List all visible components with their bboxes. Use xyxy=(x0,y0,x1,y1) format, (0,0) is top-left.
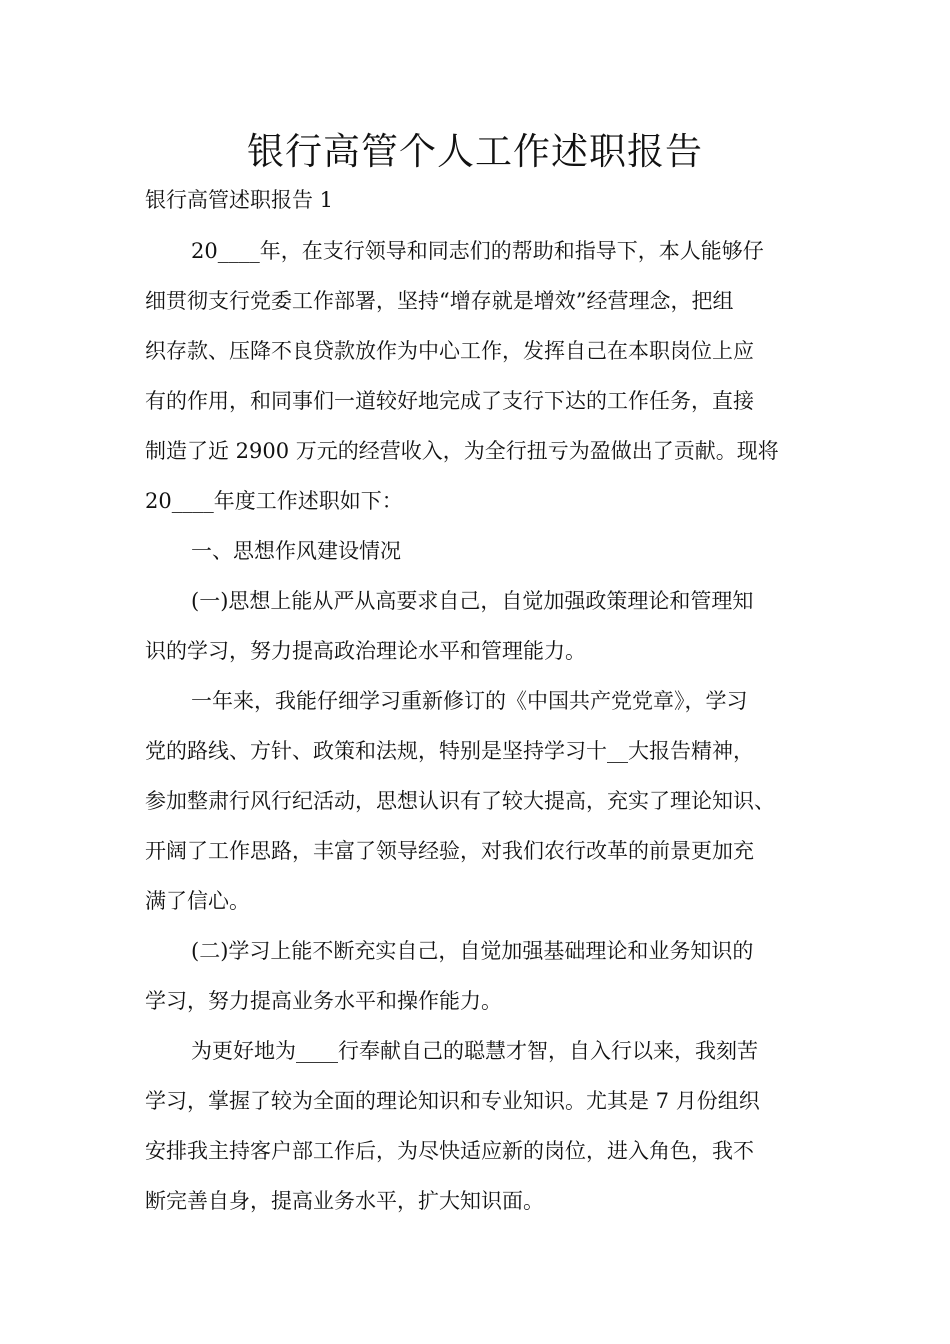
text-line: 安排我主持客户部工作后，为尽快适应新的岗位，进入角色，我不 xyxy=(145,1139,754,1163)
text-line: 织存款、压降不良贷款放作为中心工作，发挥自己在本职岗位上应 xyxy=(145,339,754,363)
document-title: 银行高管个人工作述职报告 xyxy=(247,130,703,173)
text-line: 20____年度工作述职如下： xyxy=(145,489,403,513)
text-line: 学习，努力提高业务水平和操作能力。 xyxy=(145,989,502,1013)
text-line: 学习，掌握了较为全面的理论知识和专业知识。尤其是 7 月份组织 xyxy=(145,1089,760,1113)
report-subtitle: 银行高管述职报告 1 xyxy=(145,188,334,212)
text-line: 一年来，我能仔细学习重新修订的《中国共产党党章》，学习 xyxy=(191,689,748,713)
text-line: 断完善自身，提高业务水平，扩大知识面。 xyxy=(145,1189,544,1213)
text-line: 20____年，在支行领导和同志们的帮助和指导下，本人能够仔 xyxy=(191,239,764,263)
text-line: 细贯彻支行党委工作部署，坚持“增存就是增效”经营理念，把组 xyxy=(145,289,734,313)
text-line: 识的学习，努力提高政治理论水平和管理能力。 xyxy=(145,639,586,663)
text-line: 满了信心。 xyxy=(145,889,250,913)
section-heading: 一、思想作风建设情况 xyxy=(191,539,401,563)
text-line: 党的路线、方针、政策和法规，特别是坚持学习十__大报告精神， xyxy=(145,739,754,763)
text-line: 开阔了工作思路，丰富了领导经验，对我们农行改革的前景更加充 xyxy=(145,839,754,863)
text-line: (一)思想上能从严从高要求自己，自觉加强政策理论和管理知 xyxy=(191,589,754,613)
text-line: 参加整肃行风行纪活动，思想认识有了较大提高，充实了理论知识、 xyxy=(145,789,775,813)
text-line: (二)学习上能不断充实自己，自觉加强基础理论和业务知识的 xyxy=(191,939,754,963)
text-line: 有的作用，和同事们一道较好地完成了支行下达的工作任务，直接 xyxy=(145,389,754,413)
text-line: 制造了近 2900 万元的经营收入，为全行扭亏为盈做出了贡献。现将 xyxy=(145,439,779,463)
document-body xyxy=(145,234,865,1234)
text-line: 为更好地为____行奉献自己的聪慧才智，自入行以来，我刻苦 xyxy=(191,1039,758,1063)
